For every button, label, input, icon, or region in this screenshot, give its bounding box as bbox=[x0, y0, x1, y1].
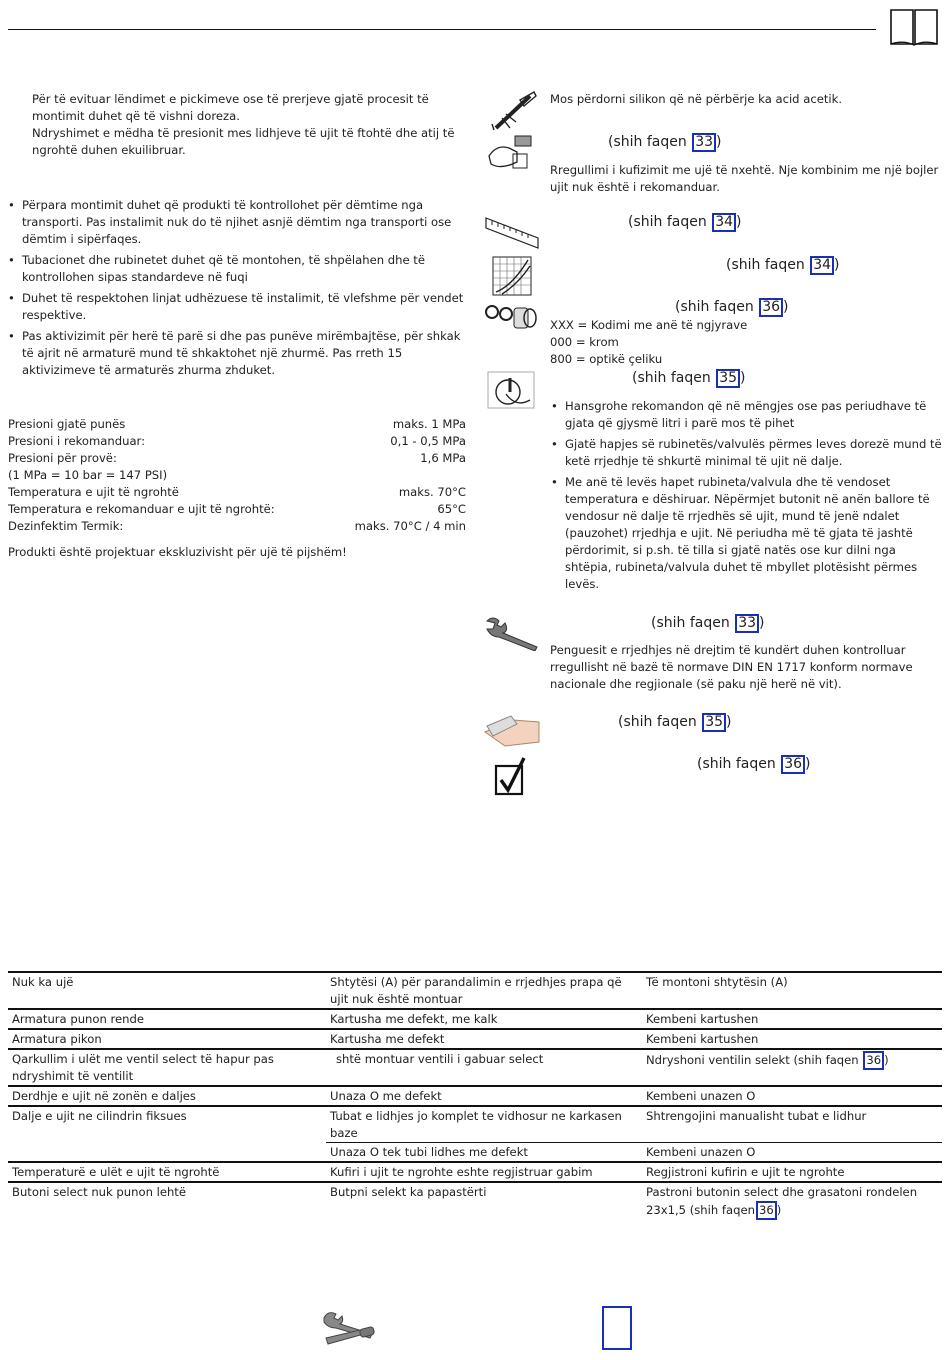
ref-prefix: (shih faqen bbox=[608, 134, 687, 150]
cause-cell: Unaza O tek tubi lidhes me defekt bbox=[326, 1143, 642, 1163]
spec-label: Presioni i rekomanduar: bbox=[8, 434, 146, 448]
ref-prefix: (shih faqen bbox=[675, 299, 754, 315]
table-row bbox=[8, 1143, 942, 1163]
remedy-cell: Të montoni shtytësin (A) bbox=[642, 972, 942, 1009]
technical-specs bbox=[8, 416, 466, 535]
page-link[interactable]: 34 bbox=[712, 213, 736, 232]
remedy-cell bbox=[642, 1182, 942, 1220]
ref-prefix: (shih faqen bbox=[632, 370, 711, 386]
safety-pressure-text: Ndryshimet e mëdha të presionit mes lidhjeve të ujit të ftohtë dhe atij të ngrohtë duhen ekuilibruar. bbox=[32, 126, 455, 157]
bullet-item: • Pas aktivizimit për herë të parë si dhe pas punëve mirëmbajtëse, për shkak të ajrit në armaturë mund të shkaktohet një zhurmë. Pas rreth 15 aktivizimeve të armaturës zhurma zhduket. bbox=[8, 328, 468, 379]
page-link[interactable]: 35 bbox=[702, 713, 726, 732]
problem-cell: Temperaturë e ulët e ujit të ngrohtë bbox=[8, 1162, 326, 1182]
spec-value: maks. 1 MPa bbox=[392, 417, 466, 431]
ref-suffix: ) bbox=[884, 1053, 889, 1067]
installation-bullets bbox=[8, 197, 468, 379]
bullet-item: • Përpara montimit duhet që produkti të kontrollohet për dëmtime nga transporti. Pas instalimit nuk do të njihet asnjë dëmtim nga transporti ose dëmtim i sipërfaqes. bbox=[8, 197, 468, 248]
page-reference bbox=[651, 614, 764, 633]
checkbox-check-icon bbox=[494, 756, 528, 796]
ref-prefix: (shih faqen bbox=[618, 714, 697, 730]
page-reference bbox=[632, 369, 745, 388]
cause-cell: Butpni selekt ka papastërti bbox=[326, 1182, 642, 1220]
page-reference bbox=[697, 755, 810, 774]
remedy-cell: Regjistroni kufirin e ujit te ngrohte bbox=[642, 1162, 942, 1182]
ref-suffix: ) bbox=[740, 370, 746, 386]
ref-prefix: (shih faqen bbox=[651, 615, 730, 631]
spec-row bbox=[8, 501, 466, 518]
spec-label: Presioni për provë: bbox=[8, 451, 117, 465]
temperature-chart-icon bbox=[492, 256, 532, 296]
remedy-cell: Kembeni kartushen bbox=[642, 1029, 942, 1049]
safety-gloves-text: Për të evituar lëndimet e pickimeve ose të prerjeve gjatë procesit të montimit duhet që të vishni doreza. bbox=[32, 92, 429, 123]
thermometer-scale-icon bbox=[484, 216, 540, 250]
cleaning-hand-icon bbox=[483, 712, 541, 748]
color-code-line: 800 = optikë çeliku bbox=[550, 352, 663, 366]
bullet-item: • Duhet të respektohen linjat udhëzuese të instalimit, të vlefshme për vendet respektive. bbox=[8, 290, 468, 324]
color-code-line: XXX = Kodimi me anë të ngjyrave bbox=[550, 318, 748, 332]
ref-suffix: ) bbox=[736, 214, 742, 230]
ref-suffix: ) bbox=[783, 299, 789, 315]
ref-suffix: ) bbox=[716, 134, 722, 150]
table-row bbox=[8, 972, 942, 1009]
table-row bbox=[8, 1049, 942, 1086]
spec-value: maks. 70°C / 4 min bbox=[354, 519, 466, 533]
problem-cell: Armatura punon rende bbox=[8, 1009, 326, 1029]
problem-cell: Butoni select nuk punon lehtë bbox=[8, 1182, 326, 1220]
spec-label: Temperatura e rekomanduar e ujit të ngrohtë: bbox=[8, 502, 275, 516]
ref-suffix: ) bbox=[726, 714, 732, 730]
safety-notes bbox=[32, 91, 462, 159]
boiler-note: Rregullimi i kufizimit me ujë të nxehtë. Nje kombinim me një bojler ujit nuk është i rekomanduar. bbox=[550, 163, 939, 194]
color-codes bbox=[550, 317, 747, 368]
problem-cell: Armatura pikon bbox=[8, 1029, 326, 1049]
remedy-cell: Kembeni kartushen bbox=[642, 1009, 942, 1029]
cause-cell: Kartusha me defekt bbox=[326, 1029, 642, 1049]
remedy-cell: Kembeni unazen O bbox=[642, 1143, 942, 1163]
ref-prefix: (shih faqen bbox=[726, 257, 805, 273]
bullet-item: • Tubacionet dhe rubinetet duhet që të montohen, të shpëlahen dhe të kontrollohen sipas standardeve në fuqi bbox=[8, 252, 468, 286]
tools-icon bbox=[320, 1308, 376, 1346]
silicone-warning: Mos përdorni silikon që në përbërje ka acid acetik. bbox=[550, 92, 843, 106]
remedy-cell: Shtrengojini manualisht tubat e lidhur bbox=[642, 1106, 942, 1143]
usage-bullets bbox=[551, 398, 942, 593]
table-row bbox=[8, 1162, 942, 1182]
spec-label: (1 MPa = 10 bar = 147 PSI) bbox=[8, 468, 168, 482]
spec-row bbox=[8, 416, 466, 433]
page-link-box[interactable] bbox=[602, 1306, 632, 1350]
table-row bbox=[8, 1106, 942, 1143]
page-reference bbox=[726, 256, 839, 275]
manual-book-icon bbox=[889, 8, 939, 46]
remedy-cell: Kembeni unazen O bbox=[642, 1086, 942, 1106]
cause-cell: Kufiri i ujit te ngrohte eshte regjistruar gabim bbox=[326, 1162, 642, 1182]
spec-row bbox=[8, 450, 466, 467]
spec-label: Dezinfektim Termik: bbox=[8, 519, 124, 533]
ref-prefix: (shih faqen bbox=[628, 214, 707, 230]
page-link[interactable]: 36 bbox=[759, 298, 783, 317]
remedy-text: Ndryshoni ventilin selekt (shih faqen bbox=[646, 1053, 859, 1067]
spec-row bbox=[8, 467, 466, 484]
spec-row bbox=[8, 433, 466, 450]
page-link[interactable]: 36 bbox=[756, 1201, 777, 1220]
spec-label: Presioni gjatë punës bbox=[8, 417, 126, 431]
table-row bbox=[8, 1009, 942, 1029]
table-row bbox=[8, 1029, 942, 1049]
problem-cell bbox=[8, 1143, 326, 1163]
table-row bbox=[8, 1086, 942, 1106]
color-code-line: 000 = krom bbox=[550, 335, 619, 349]
spec-value: 1,6 MPa bbox=[420, 451, 466, 465]
cause-cell: Kartusha me defekt, me kalk bbox=[326, 1009, 642, 1029]
hand-lever-icon bbox=[486, 370, 536, 410]
problem-cell: Qarkullim i ulët me ventil select të hapur pas ndryshimit të ventilit bbox=[8, 1049, 326, 1086]
cause-cell: Unaza O me defekt bbox=[326, 1086, 642, 1106]
spec-row bbox=[8, 518, 466, 535]
spec-label: Temperatura e ujit të ngrohtë bbox=[8, 485, 179, 499]
page-link[interactable]: 34 bbox=[810, 256, 834, 275]
cause-cell: shtë montuar ventili i gabuar select bbox=[326, 1049, 642, 1086]
remedy-text: Pastroni butonin select dhe grasatoni rondelen 23x1,5 (shih faqen bbox=[646, 1185, 918, 1217]
page-reference bbox=[608, 133, 721, 152]
service-note: Penguesit e rrjedhjes në drejtim të kundërt duhen kontrolluar rregullisht në bazë të normave DIN EN 1717 konform normave nacionale dhe regjionale (së paku një herë në vit). bbox=[550, 643, 913, 691]
cartridge-parts-icon bbox=[484, 300, 540, 336]
ref-suffix: ) bbox=[834, 257, 840, 273]
drinking-water-note: Produkti është projektuar ekskluzivisht për ujë të pijshëm! bbox=[8, 545, 347, 559]
page-reference bbox=[618, 713, 731, 732]
spec-value: 65°C bbox=[437, 502, 466, 516]
problem-cell: Dalje e ujit ne cilindrin fiksues bbox=[8, 1106, 326, 1143]
ref-suffix: ) bbox=[776, 1203, 782, 1217]
page-link[interactable]: 35 bbox=[716, 369, 740, 388]
cause-cell: Shtytësi (A) për parandalimin e rrjedhjes prapa që ujit nuk është montuar bbox=[326, 972, 642, 1009]
bullet-item: • Me anë të levës hapet rubineta/valvula dhe të vendoset temperatura e dëshiruar. Nëpërmjet butonit në anën ballore të vendosur në dalje të rrjedhës së ujit, mund të jenë ndalet (pauzohet) rrjedhja e ujit. Në periudha më të gjata të jashtë përdorimit, si p.sh. të tilla si gjatë natës ose kur dilni nga shtëpia, rubineta/valvula duhet të mbyllet plotësisht përmes levës. bbox=[551, 474, 942, 593]
ref-prefix: (shih faqen bbox=[697, 756, 776, 772]
page-link[interactable]: 33 bbox=[692, 133, 716, 152]
silicone-gun-icon bbox=[490, 90, 538, 132]
spec-value: maks. 70°C bbox=[398, 485, 466, 499]
hand-aerator-icon bbox=[487, 134, 537, 174]
bullet-item: • Hansgrohe rekomandon që në mëngjes ose pas periudhave të gjata që gjysmë litri i parë mos të pihet bbox=[551, 398, 942, 432]
wrench-icon bbox=[483, 615, 541, 651]
page-reference bbox=[628, 213, 741, 232]
table-row bbox=[8, 1182, 942, 1220]
cause-cell: Tubat e lidhjes jo komplet te vidhosur ne karkasen baze bbox=[326, 1106, 642, 1143]
remedy-cell bbox=[642, 1049, 942, 1086]
spec-value: 0,1 - 0,5 MPa bbox=[390, 434, 466, 448]
troubleshooting-table bbox=[8, 971, 942, 1220]
problem-cell: Nuk ka ujë bbox=[8, 972, 326, 1009]
ref-suffix: ) bbox=[759, 615, 765, 631]
page-link[interactable]: 33 bbox=[735, 614, 759, 633]
page-reference bbox=[675, 298, 788, 317]
problem-cell: Derdhje e ujit në zonën e daljes bbox=[8, 1086, 326, 1106]
page-link[interactable]: 36 bbox=[863, 1051, 884, 1070]
bullet-item: • Gjatë hapjes së rubinetës/valvulës përmes leves dorezë mund të ketë rrjedhje të shkurtë minimal të ujit në dalje. bbox=[551, 436, 942, 470]
ref-suffix: ) bbox=[805, 756, 811, 772]
page-link[interactable]: 36 bbox=[781, 755, 805, 774]
header-rule bbox=[8, 29, 876, 30]
spec-row bbox=[8, 484, 466, 501]
